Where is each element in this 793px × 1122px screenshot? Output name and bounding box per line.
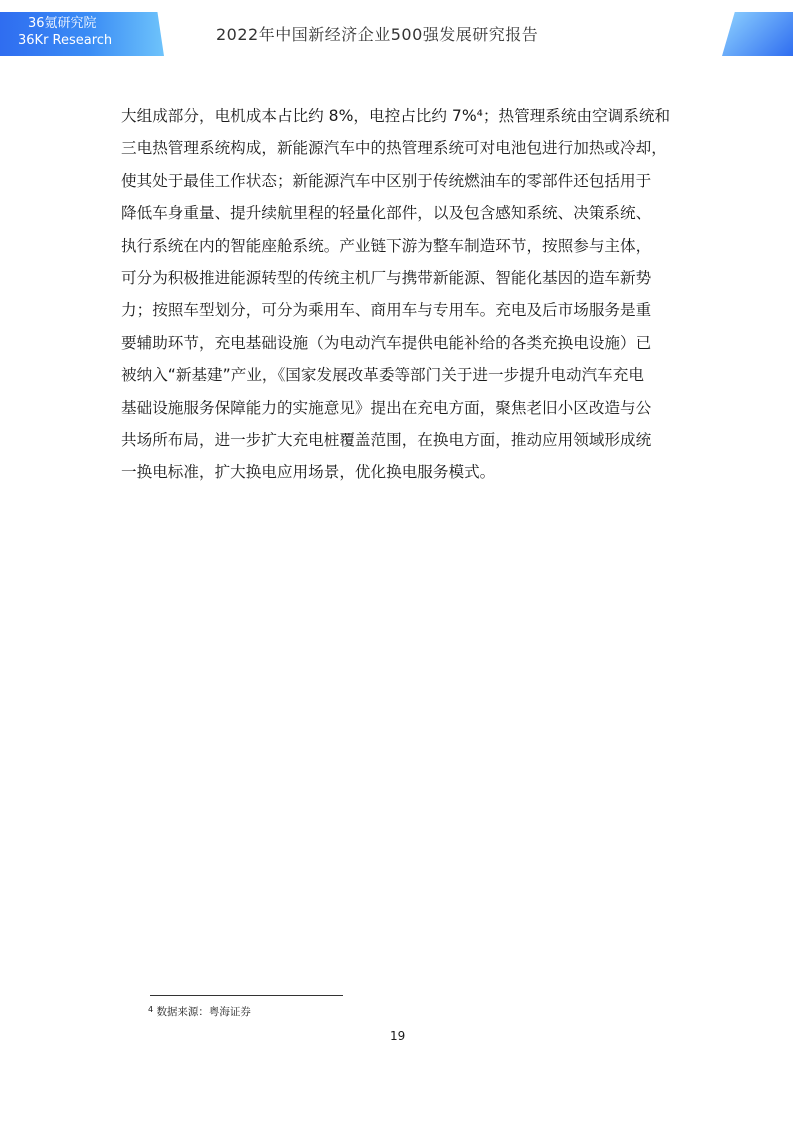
body-line: 降低车身重量、提升续航里程的轻量化部件，以及包含感知系统、决策系统、 <box>121 204 652 223</box>
body-line: 可分为积极推进能源转型的传统主机厂与携带新能源、智能化基因的造车新势 <box>121 269 652 288</box>
page-number: 19 <box>390 1029 406 1043</box>
body-line: 基础设施服务保障能力的实施意见》提出在充电方面，聚焦老旧小区改造与公 <box>121 398 652 417</box>
footnote-marker: 4 <box>148 1005 154 1014</box>
body-line: 使其处于最佳工作状态；新能源汽车中区别于传统燃油车的零部件还包括用于 <box>121 171 652 190</box>
body-line: 力；按照车型划分，可分为乘用车、商用车与专用车。充电及后市场服务是重 <box>121 301 652 320</box>
body-line: 要辅助环节，充电基础设施（为电动汽车提供电能补给的各类充换电设施）已 <box>121 333 652 352</box>
body-line: 大组成部分，电机成本占比约 8%，电控占比约 7%⁴；热管理系统由空调系统和 <box>121 107 671 125</box>
report-title: 2022年中国新经济企业500强发展研究报告 <box>216 25 539 44</box>
logo-en-text: 36Kr Research <box>18 33 113 48</box>
footnote-text: 数据来源：粤海证券 <box>156 1006 251 1018</box>
footnote-divider <box>150 995 343 996</box>
body-line: 共场所布局，进一步扩大充电桩覆盖范围，在换电方面，推动应用领域形成统 <box>121 431 652 450</box>
body-line: 一换电标准，扩大换电应用场景，优化换电服务模式。 <box>121 463 496 482</box>
corner-decoration <box>722 12 793 56</box>
body-line: 被纳入“新基建”产业，《国家发展改革委等部门关于进一步提升电动汽车充电 <box>121 366 644 385</box>
body-paragraph <box>121 100 681 489</box>
body-line: 执行系统在内的智能座舱系统。产业链下游为整车制造环节，按照参与主体， <box>121 236 652 255</box>
logo-cn-text: 36氪研究院 <box>28 16 97 31</box>
body-line: 三电热管理系统构成，新能源汽车中的热管理系统可对电池包进行加热或冷却， <box>121 139 667 158</box>
footnote <box>148 1003 251 1019</box>
